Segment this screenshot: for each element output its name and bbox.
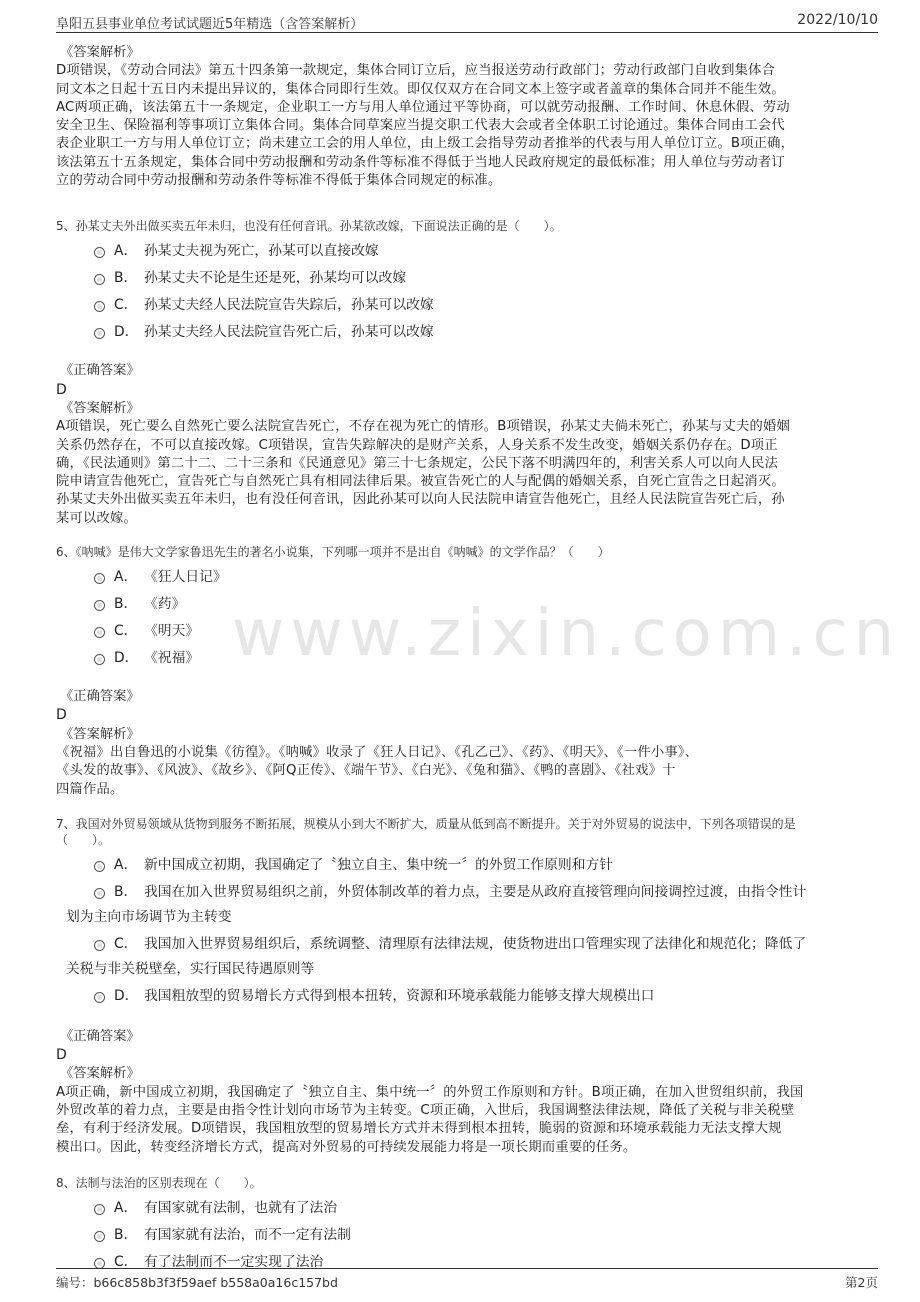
radio-button-icon[interactable] <box>94 573 105 584</box>
option-label: 我国在加入世界贸易组织之前，外贸体制改革的着力点，主要是从政府直接管理向间接调控过渡，由指令性计 <box>144 883 807 900</box>
analysis-body <box>56 744 856 799</box>
radio-button-icon[interactable] <box>94 992 105 1003</box>
analysis-line: 孙某丈夫外出做买卖五年未归，也有没任何音讯，因此孙某可以向人民法院申请宣告他死亡，且经人民法院宣告死亡后，孙 <box>56 492 785 508</box>
option-d[interactable] <box>94 323 856 342</box>
option-c[interactable] <box>94 622 856 641</box>
option-label: 孙某丈夫经人民法院宣告失踪后，孙某可以改嫁 <box>144 297 434 314</box>
question-block <box>56 544 856 799</box>
page-header <box>56 10 878 33</box>
option-letter: A． <box>114 243 138 260</box>
option-letter: A． <box>114 856 138 873</box>
option-body <box>114 269 856 288</box>
radio-button-icon[interactable] <box>94 274 105 285</box>
option-letter: C． <box>114 1253 138 1270</box>
option-body <box>114 595 856 614</box>
option-label: 有国家就有法治，而不一定有法制 <box>144 1226 351 1243</box>
option-body <box>66 883 856 927</box>
option-c[interactable] <box>94 296 856 315</box>
options-group <box>94 242 856 342</box>
analysis-line: AC两项正确，该法第五十一条规定，企业职工一方与用人单位通过平等协商，可以就劳动报酬、工作时间、休息休假、劳动 <box>56 99 790 115</box>
question-stem: （ ）。 <box>56 832 111 847</box>
option-letter: B． <box>114 270 138 287</box>
answer-section <box>56 688 856 799</box>
option-text <box>114 269 856 288</box>
option-body <box>114 987 856 1006</box>
option-label: 《狂人日记》 <box>144 569 227 586</box>
option-c[interactable] <box>66 935 856 979</box>
analysis-line: 确，《民法通则》第二十二、二十三条和《民通意见》第三十七条规定，公民下落不明满四年的，利害关系人可以向人民法 <box>56 455 779 471</box>
option-letter: B． <box>114 596 138 613</box>
option-text <box>114 883 856 902</box>
analysis-line: 《头发的故事》、《风波》、《故乡》、《阿Q正传》、《端午节》、《白光》、《兔和猫》、《鸭的喜剧》、《社戏》十 <box>56 763 676 779</box>
analysis-tag: 《答案解析》 <box>60 1066 140 1082</box>
option-body <box>114 242 856 261</box>
correct-answer: D <box>56 1047 67 1064</box>
option-b[interactable] <box>94 595 856 614</box>
analysis-tag: 《答案解析》 <box>60 726 140 742</box>
option-letter: D． <box>114 324 139 341</box>
option-text <box>114 323 856 342</box>
option-label: 《明天》 <box>144 623 200 640</box>
correct-answer-tag: 《正确答案》 <box>60 689 140 705</box>
correct-answer: D <box>56 707 67 724</box>
option-label: 孙某丈夫不论是生还是死，孙某均可以改嫁 <box>144 270 407 287</box>
analysis-line: 同文本之日起十五日内未提出异议的，集体合同即行生效。即仅仅双方在合同文本上签字或者盖章的集体合同并不能生效。 <box>56 81 785 97</box>
option-letter: A． <box>114 1199 138 1216</box>
watermark: www.zixin.com.cn <box>232 597 901 671</box>
option-label: 有国家就有法制，也就有了法治 <box>144 1199 338 1216</box>
option-letter: D． <box>114 650 139 667</box>
option-a[interactable] <box>94 856 856 875</box>
question-stem: 5、孙某丈夫外出做买卖五年未归，也没有任何音讯。孙某欲改嫁，下面说法正确的是（ ）。 <box>56 219 562 234</box>
option-text <box>114 595 856 614</box>
document-code: 编号：b66c858b3f3f59aef b558a0a16c157bd <box>56 1275 338 1290</box>
option-a[interactable] <box>94 242 856 261</box>
analysis-line: 关系仍然存在，不可以直接改嫁。C项错误，宣告失踪解决的是财产关系，人身关系不发生改变，婚姻关系仍存在。D项正 <box>56 437 778 453</box>
radio-button-icon[interactable] <box>94 654 105 665</box>
option-body <box>114 622 856 641</box>
analysis-body <box>56 418 856 528</box>
option-body <box>114 856 856 875</box>
prev-question-analysis <box>56 44 856 190</box>
option-text <box>114 1226 856 1245</box>
option-b[interactable] <box>66 883 856 927</box>
option-d[interactable] <box>94 987 856 1006</box>
question-block <box>56 816 856 1157</box>
radio-button-icon[interactable] <box>94 888 105 899</box>
analysis-line: 四篇作品。 <box>56 781 124 797</box>
page-footer <box>56 1268 878 1293</box>
option-b[interactable] <box>94 269 856 288</box>
option-text <box>114 649 856 668</box>
option-letter: C． <box>114 935 138 952</box>
analysis-line: 安全卫生、保险福利等事项订立集体合同。集体合同草案应当提交职工代表大会或者全体职工讨论通过。集体合同由工会代 <box>56 118 785 134</box>
radio-button-icon[interactable] <box>94 328 105 339</box>
option-text <box>114 1199 856 1218</box>
option-d[interactable] <box>94 649 856 668</box>
option-letter: C． <box>114 297 138 314</box>
answer-section <box>56 1028 856 1157</box>
analysis-tag: 《答案解析》 <box>60 45 140 60</box>
analysis-tag: 《答案解析》 <box>60 400 140 416</box>
correct-answer-tag: 《正确答案》 <box>60 1028 140 1044</box>
option-letter: B． <box>114 1226 138 1243</box>
answer-section <box>56 362 856 528</box>
radio-button-icon[interactable] <box>94 600 105 611</box>
option-text <box>114 987 856 1006</box>
analysis-line: 表企业职工一方与用人单位订立；尚未建立工会的用人单位，由上级工会指导劳动者推举的代表与用人单位订立。B项正确， <box>56 136 795 152</box>
analysis-line: 某可以改嫁。 <box>56 510 137 526</box>
analysis-line: 模出口。因此，转变经济增长方式，提高对外贸易的可持续发展能力将是一项长期而重要的任务。 <box>56 1139 637 1155</box>
option-label: 新中国成立初期，我国确定了〝独立自主、集中统一〞的外贸工作原则和方针 <box>144 856 614 873</box>
option-text <box>114 935 856 954</box>
options-group <box>94 568 856 668</box>
analysis-line: 立的劳动合同中劳动报酬和劳动条件等标准不得低于集体合同规定的标准。 <box>56 173 502 189</box>
option-body <box>114 1199 856 1218</box>
document-date: 2022/10/10 <box>797 12 878 28</box>
correct-answer: D <box>56 381 67 398</box>
option-text <box>114 242 856 261</box>
option-letter: C． <box>114 623 138 640</box>
option-body <box>114 296 856 315</box>
option-label: 孙某丈夫视为死亡，孙某可以直接改嫁 <box>144 243 379 260</box>
question-list <box>56 218 856 1272</box>
analysis-line: 《祝福》出自鲁迅的小说集《彷徨》。《呐喊》收录了《狂人日记》、《孔乙己》、《药》、《明天》、《一件小事》、 <box>56 744 699 760</box>
radio-button-icon[interactable] <box>94 940 105 951</box>
question-stem: 7、我国对外贸易领域从货物到服务不断拓展，规模从小到大不断扩大，质量从低到高不断提升。关于对外贸易的说法中，下列各项错误的是 <box>56 816 796 831</box>
option-text <box>114 568 856 587</box>
analysis-line: 垒，有利于经济发展。D项错误，我国粗放型的贸易增长方式并未得到根本扭转，脆弱的资源和环境承载能力无法支撑大规 <box>56 1121 782 1137</box>
analysis-line: A项错误，死亡要么自然死亡要么法院宣告死亡，不存在视为死亡的情形。B项错误，孙某丈夫倘未死亡，孙某与丈夫的婚姻 <box>56 419 790 435</box>
document-title: 阜阳五县事业单位考试试题近5年精选（含答案解析） <box>56 17 364 32</box>
option-b[interactable] <box>94 1226 856 1245</box>
option-label: 我国加入世界贸易组织后，系统调整、清理原有法律法规，使货物进出口管理实现了法律化和规范化；降低了 <box>144 935 807 952</box>
radio-button-icon[interactable] <box>94 1204 105 1215</box>
option-label: 《药》 <box>144 596 186 613</box>
options-group <box>66 856 856 1006</box>
option-a[interactable] <box>94 1199 856 1218</box>
analysis-line: 该法第五十五条规定，集体合同中劳动报酬和劳动条件等标准不得低于当地人民政府规定的最低标准；用人单位与劳动者订 <box>56 154 785 170</box>
radio-button-icon[interactable] <box>94 247 105 258</box>
question-stem: 6、《呐喊》是伟大文学家鲁迅先生的著名小说集，下列哪一项并不是出自《呐喊》的文学作品？（ ） <box>56 545 610 560</box>
radio-button-icon[interactable] <box>94 861 105 872</box>
option-text <box>114 296 856 315</box>
option-a[interactable] <box>94 568 856 587</box>
option-letter: B． <box>114 883 138 900</box>
radio-button-icon[interactable] <box>94 1231 105 1242</box>
analysis-line: D项错误，《劳动合同法》第五十四条第一款规定，集体合同订立后，应当报送劳动行政部门；劳动行政部门自收到集体合 <box>56 63 776 79</box>
option-text-continued: 划为主向市场调节为主转变 <box>66 908 232 925</box>
option-text <box>114 856 856 875</box>
radio-button-icon[interactable] <box>94 627 105 638</box>
option-text-continued: 关税与非关税壁垒，实行国民待遇原则等 <box>66 960 315 977</box>
question-stem: 8、法制与法治的区别表现在（ ）。 <box>56 1175 262 1190</box>
radio-button-icon[interactable] <box>94 301 105 312</box>
question-block <box>56 218 856 528</box>
analysis-line: 外贸改革的着力点，主要是由指令性计划向市场节为主转变。C项正确，入世后，我国调整法律法规，降低了关税与非关税壁 <box>56 1103 795 1119</box>
option-body <box>114 568 856 587</box>
option-text <box>114 622 856 641</box>
correct-answer-tag: 《正确答案》 <box>60 363 140 379</box>
option-label: 《祝福》 <box>144 650 200 667</box>
option-body <box>114 323 856 342</box>
options-group <box>94 1199 856 1272</box>
page-content <box>56 44 856 1280</box>
analysis-line: 院申请宣告他死亡，宣告死亡与自然死亡具有相同法律后果。被宣告死亡的人与配偶的婚姻关系，自死亡宣告之日起消灭。 <box>56 474 785 490</box>
option-body <box>114 1226 856 1245</box>
option-letter: A． <box>114 569 138 586</box>
option-label: 有了法制而不一定实现了法治 <box>144 1253 324 1270</box>
question-block <box>56 1175 856 1272</box>
analysis-body <box>56 62 856 190</box>
option-body <box>114 649 856 668</box>
analysis-line: A项正确，新中国成立初期，我国确定了〝独立自主、集中统一〞的外贸工作原则和方针。B项正确，在加入世贸组织前，我国 <box>56 1084 804 1100</box>
analysis-body <box>56 1084 856 1157</box>
option-label: 我国粗放型的贸易增长方式得到根本扭转，资源和环境承载能力能够支撑大规模出口 <box>144 987 655 1004</box>
option-label: 孙某丈夫经人民法院宣告死亡后，孙某可以改嫁 <box>144 324 434 341</box>
option-body <box>66 935 856 979</box>
option-letter: D． <box>114 987 139 1004</box>
page-number: 第2页 <box>845 1275 878 1290</box>
